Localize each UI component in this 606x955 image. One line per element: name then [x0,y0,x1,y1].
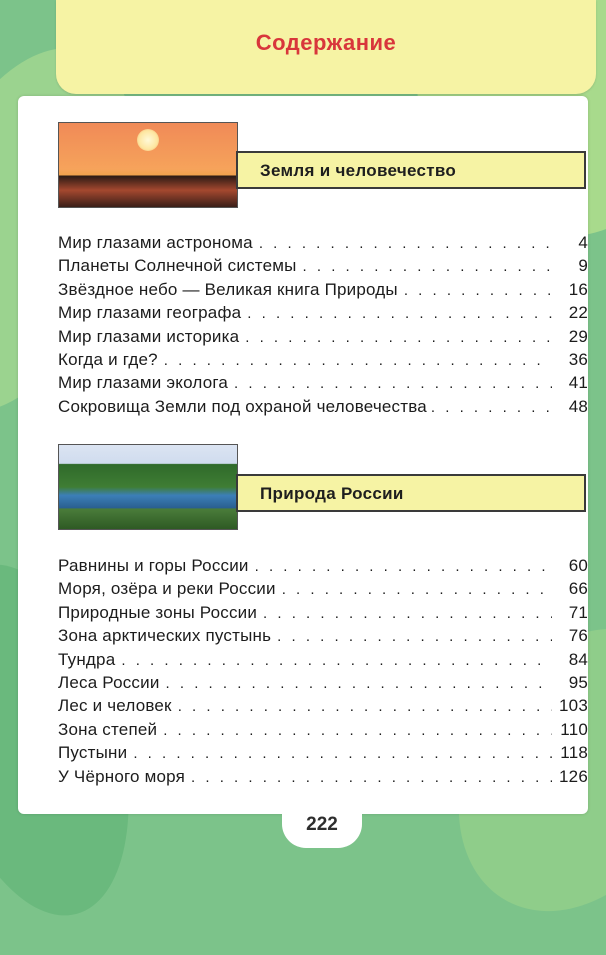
toc-item[interactable] [58,556,588,579]
toc-item-title: У Чёрного моря [58,766,186,786]
dot-leader [259,235,552,252]
toc-item-page: 84 [568,649,588,669]
toc-item-title: Сокровища Земли под охраной человечества [58,396,427,416]
dot-leader [164,352,552,369]
toc-item-title: Звёздное небо — Великая книга Природы [58,279,398,299]
sun-icon [137,129,159,151]
toc-item-page: 41 [568,373,588,393]
toc-item[interactable] [58,327,588,350]
toc-item[interactable] [58,743,588,766]
toc-item-page: 76 [568,626,588,646]
dot-leader [404,282,552,299]
toc-item-page: 60 [568,556,588,575]
dot-leader [303,258,552,275]
toc-item-page: 118 [560,743,588,763]
dot-leader [178,698,552,715]
toc-item-page: 110 [560,719,588,739]
section-header [236,474,586,512]
toc-item-page: 95 [568,672,588,692]
section-header [236,151,586,189]
forest-lake-photo [58,444,238,530]
toc-item-page: 16 [568,279,588,299]
toc-list [58,556,588,790]
toc-item[interactable] [58,233,588,256]
toc-item[interactable] [58,696,588,719]
toc-item-title: Когда и где? [58,349,158,369]
toc-item-page: 48 [568,396,588,416]
toc-item-title: Зона степей [58,719,158,739]
dot-leader [163,722,552,739]
dot-leader [263,605,552,622]
toc-item-page: 126 [559,766,588,786]
toc-item-page: 4 [578,233,588,252]
toc-item-page: 71 [568,602,588,622]
dot-leader [234,375,552,392]
dot-leader [133,745,552,762]
toc-item-page: 29 [568,326,588,346]
page-title: Содержание [255,30,397,55]
dot-leader [247,305,552,322]
toc-item-title: Мир глазами географа [58,303,242,323]
toc-item-page: 22 [568,303,588,323]
toc-item-title: Равнины и горы России [58,556,249,575]
toc-item[interactable] [58,720,588,743]
toc-item-page: 66 [568,579,588,599]
dot-leader [166,675,552,692]
section-heading: Земля и человечество [260,161,457,180]
toc-item[interactable] [58,603,588,626]
toc-item[interactable] [58,256,588,279]
dot-leader [121,652,552,669]
toc-item-title: Мир глазами историка [58,326,240,346]
toc-item[interactable] [58,626,588,649]
toc-item-title: Мир глазами эколога [58,373,229,393]
toc-item-title: Пустыни [58,743,128,763]
toc-item-title: Планеты Солнечной системы [58,256,297,276]
section-heading: Природа России [260,484,404,503]
toc-list [58,233,588,420]
toc-item-title: Мир глазами астронома [58,233,253,252]
toc-item[interactable] [58,650,588,673]
toc-item[interactable] [58,350,588,373]
dot-leader [431,399,554,416]
dot-leader [277,628,552,645]
toc-item-title: Тундра [58,649,116,669]
toc-item[interactable] [58,303,588,326]
dot-leader [191,769,552,786]
toc-item-title: Лес и человек [58,696,172,716]
page-number: 222 [306,814,338,835]
toc-item-title: Леса России [58,672,160,692]
toc-item-title: Моря, озёра и реки России [58,579,276,599]
toc-item-page: 9 [578,256,588,276]
toc-item[interactable] [58,373,588,396]
toc-item[interactable] [58,767,588,790]
toc-item-page: 36 [568,349,588,369]
dot-leader [245,329,552,346]
sunset-photo [58,122,238,208]
toc-item[interactable] [58,397,588,420]
dot-leader [255,558,552,575]
toc-item[interactable] [58,673,588,696]
toc-item-page: 103 [559,696,588,716]
toc-item-title: Зона арктических пустынь [58,626,272,646]
toc-item[interactable] [58,579,588,602]
toc-item[interactable] [58,280,588,303]
toc-item-title: Природные зоны России [58,602,258,622]
dot-leader [282,581,552,598]
